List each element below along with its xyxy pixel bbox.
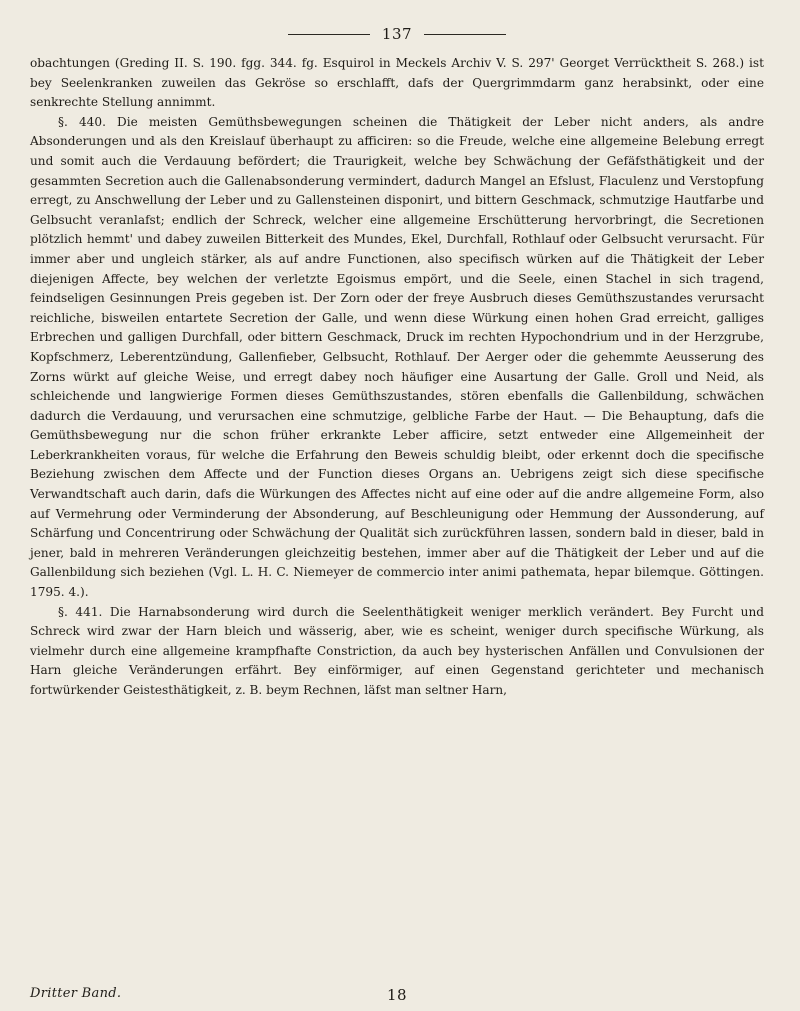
paragraph-section-441: §. 441. Die Harnabsonderung wird durch die Seelenthätigkeit weniger merklich verändert. Bey Furcht und Schreck wird zwar der Harn bleich und wässerig, aber, wie es scheint, weniger durch specifische Würkung, als vielmehr durch eine allgemeine krampfhafte Constriction, da auch bey hysterischen Anfällen und Convulsionen der Harn gleiche Veränderungen erfährt. Bey einförmiger, auf einen Gegenstand gerichteter und mechanisch fortwürkender Geistesthätigkeit, z. B. beym Rechnen, läfst man seltner Harn, bbox=[30, 604, 764, 697]
paragraph-section-440: §. 440. Die meisten Gemüthsbewegungen scheinen die Thätigkeit der Leber nicht anders, als andre Absonderungen und als den Kreislauf überhaupt zu afficiren: so die Freude, welche eine allgemeine Belebung erregt und somit auch die Verdauung befördert; die Traurigkeit, welche bey Schwächung der Gefäfsthätigkeit und der gesammten Secretion auch die Gallenabsonderung vermindert, dadurch Mangel an Efslust, Flaculenz und Verstopfung erregt, zu Anschwellung der Leber und zu Gallensteinen disponirt, und bittern Geschmack, schmutzige Hautfarbe und Gelbsucht veranlafst; endlich der Schreck, welcher eine allgemeine Erschütterung hervorbringt, die Secretionen plötzlich hemmt' und dabey zuweilen Bitterkeit des Mundes, Ekel, Durchfall, Rothlauf oder Gelbsucht verursacht. Für immer aber und ungleich stärker, als auf andre Functionen, also specifisch würken auf die Thätigkeit der Leber diejenigen Affecte, bey welchen der verletzte Egoismus empört, und die Seele, einen Stachel in sich tragend, feindseligen Gesinnungen Preis gegeben ist. Der Zorn oder der freye Ausbruch dieses Gemüthszustandes verursacht reichliche, bisweilen entartete Secretion der Galle, und wenn diese Würkung einen hohen Grad erreicht, galliges Erbrechen und galligen Durchfall, oder bittern Geschmack, Druck im rechten Hypochondrium und in der Herzgrube, Kopfschmerz, Leberentzündung, Gallenfieber, Gelbsucht, Rothlauf. Der Aerger oder die gehemmte Aeusserung des Zorns würkt auf gleiche Weise, und erregt dabey noch häufiger eine Ausartung der Galle. Groll und Neid, als schleichende und langwierige Formen dieses Gemüthszustandes, stören ebenfalls die Gallenbildung, schwächen dadurch die Verdauung, und verursachen eine schmutzige, gelbliche Farbe der Haut. — Die Behauptung, dafs die Gemüthsbewegung nur die schon früher erkrankte Leber afficire, setzt entweder eine Allgemeinheit der Leberkrankheiten voraus, für welche die Erfahrung den Beweis schuldig bleibt, oder erkennt doch die specifische Beziehung zwischen dem Affecte und der Function dieses Organs an. Uebrigens zeigt sich diese specifische Verwandtschaft auch darin, dafs die Würkungen des Affectes nicht auf eine oder auf die andre allgemeine Form, also auf Vermehrung oder Verminderung der Absonderung, auf Beschleunigung oder Hemmung der Aussonderung, auf Schärfung und Concentrirung oder Schwächung der Qualität sich zurückführen lassen, sondern bald in dieser, bald in jener, bald in mehreren Veränderungen gleichzeitig bestehen, immer aber auf die Thätigkeit der Leber und auf die Gallenbildung sich beziehen (Vgl. L. H. C. Niemeyer de commercio inter animi pathemata, hepar bilemque. Göttingen. 1795. 4.). bbox=[30, 114, 764, 600]
paragraph-continued: obachtungen (Greding II. S. 190. fgg. 344. fg. Esquirol in Meckels Archiv V. S. 297' Georget Verrücktheit S. 268.) ist bey Seelenkranken zuweilen das Gekröse so erschlafft, dafs der Quergrimmdarm ganz herabsinkt, oder eine senkrechte Stellung annimmt. bbox=[30, 56, 764, 110]
body-text bbox=[30, 54, 764, 701]
header-rule-right bbox=[424, 34, 506, 35]
page-footer bbox=[30, 986, 764, 1004]
volume-signature: Dritter Band. bbox=[30, 986, 122, 1001]
sheet-number: 18 bbox=[386, 986, 408, 1004]
header-rule-left bbox=[288, 34, 370, 35]
running-header bbox=[30, 22, 764, 46]
page-number: 137 bbox=[381, 25, 413, 43]
